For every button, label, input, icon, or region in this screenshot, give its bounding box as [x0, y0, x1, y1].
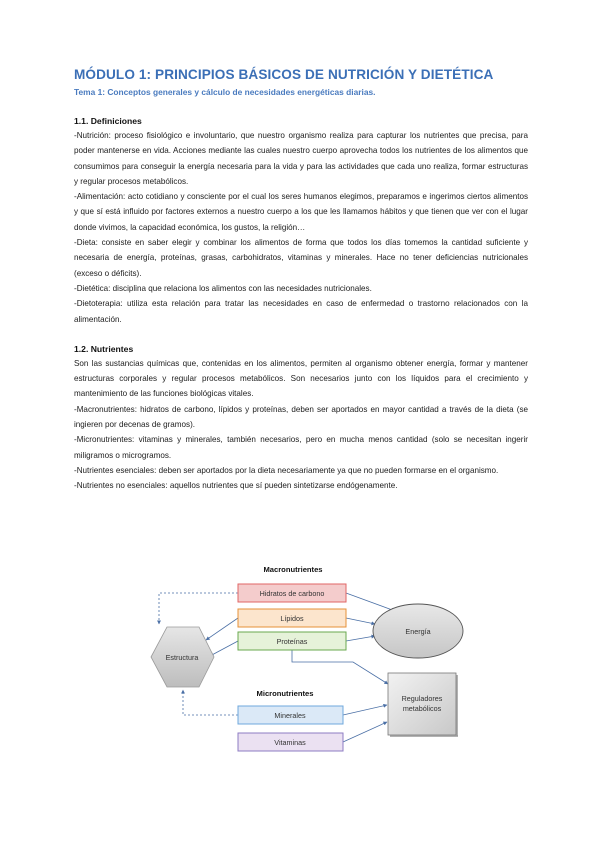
paragraph-no-esenciales: -Nutrientes no esenciales: aquellos nutrientes que sí pueden sintetizarse endógenamente.	[74, 481, 398, 491]
proteinas-to-energia-connector	[346, 636, 375, 641]
hidratos-box	[238, 584, 346, 602]
lipidos-label: Lípidos	[280, 614, 304, 623]
paragraph-micronutrientes: -Micronutrientes: vitaminas y minerales, también necesarios, pero en mucha menos cantidad (solo se necesitan ingerir miligramos o microgramos.	[74, 435, 528, 460]
paragraph-nutrientes-intro: Son las sustancias químicas que, contenidas en los alimentos, permiten al organismo obtener energía, formar y mantener estructuras corporales y regular procesos metabólicos. Son necesarios junto con los líquidos para el crecimiento y mantenimiento de las funciones biológicas vitales.	[74, 358, 528, 399]
lipidos-to-energia-connector	[346, 618, 375, 624]
micronutrientes-label: Micronutrientes	[256, 689, 314, 698]
hidratos-label: Hidratos de carbono	[259, 589, 325, 598]
lipidos-to-estructura-connector	[206, 618, 238, 640]
minerales-box	[238, 706, 343, 724]
document-page	[74, 66, 528, 494]
minerales-to-reguladores-connector	[343, 705, 387, 715]
minerales-to-estructura-connector	[183, 690, 238, 715]
paragraph-macronutrientes: -Macronutrientes: hidratos de carbono, lípidos y proteínas, deben ser aportados en mayor cantidad a través de la dieta (se ingieren por decenas de gramos).	[74, 404, 528, 430]
vitaminas-node	[238, 733, 343, 751]
proteinas-to-reguladores-connector	[292, 650, 388, 684]
hidratos-to-estructura-connector	[159, 593, 238, 624]
proteinas-label: Proteínas	[276, 637, 308, 646]
vitaminas-label: Vitaminas	[274, 738, 306, 747]
reguladores-label-line1: Reguladores	[401, 694, 443, 703]
estructura-node	[151, 627, 214, 687]
reguladores-box	[388, 673, 456, 735]
reguladores-label-line2: metabólicos	[402, 704, 442, 713]
section-heading: 1.2. Nutrientes	[74, 343, 134, 354]
energia-node	[373, 604, 463, 658]
estructura-label: Estructura	[165, 653, 199, 662]
vitaminas-to-reguladores-connector	[343, 722, 387, 742]
hidratos-node	[238, 584, 346, 602]
proteinas-to-estructura-connector	[210, 641, 238, 656]
section-definiciones	[74, 115, 528, 327]
document-title: MÓDULO 1: PRINCIPIOS BÁSICOS DE NUTRICIÓN Y DIETÉTICA	[74, 67, 494, 82]
section-nutrientes	[74, 343, 528, 494]
paragraph-dietetica: -Dietética: disciplina que relaciona los alimentos con las necesidades nutricionales.	[74, 283, 372, 293]
energia-ellipse	[373, 604, 463, 658]
macronutrientes-label: Macronutrientes	[263, 565, 323, 574]
lipidos-box	[238, 609, 346, 627]
document-subtitle: Tema 1: Conceptos generales y cálculo de necesidades energéticas diarias.	[74, 87, 376, 97]
minerales-node	[238, 706, 343, 724]
section-heading: 1.1. Definiciones	[74, 116, 142, 126]
estructura-hexagon	[151, 627, 214, 687]
vitaminas-box	[238, 733, 343, 751]
paragraph-nutricion: -Nutrición: proceso fisiológico e involuntario, que nuestro organismo realiza para capturar los nutrientes que precisa, para poder mantenerse en vida. Acciones mediante las cuales nuestro cuerpo aprovecha todos los nutrientes de los alimentos que consumimos para conseguir la energía necesaria para la vida y para las actividades que cada uno realiza, formar estructuras y regular procesos metabólicos.	[74, 131, 528, 186]
minerales-label: Minerales	[274, 711, 306, 720]
paragraph-esenciales: -Nutrientes esenciales: deben ser aportados por la dieta necesariamente ya que no pueden formarse en el organismo.	[74, 465, 499, 475]
proteinas-node	[238, 632, 346, 650]
energia-label: Energía	[405, 627, 431, 636]
reguladores-node	[388, 673, 458, 736]
hidratos-to-energia-connector	[346, 593, 395, 611]
paragraph-dieta: -Dieta: consiste en saber elegir y combinar los alimentos de forma que todos los días tomemos la cantidad suficiente y necesaria de energía, proteínas, grasas, carbohidratos, vitaminas y minerales. Hace no tener deficiencias nutricionales (exceso o déficits).	[74, 238, 528, 278]
paragraph-alimentacion: -Alimentación: acto cotidiano y consciente por el cual los seres humanos elegimos, preparamos e ingerimos ciertos alimentos y que sí está influido por factores externos a nuestro cuerpo a los que les llamamos hábitos y que tienen que ver con el lugar donde vivimos, la capacidad económica, los gustos, la religión…	[74, 192, 528, 232]
proteinas-box	[238, 632, 346, 650]
paragraph-dietoterapia: -Dietoterapia: utiliza esta relación para tratar las necesidades en caso de enfermedad o trastorno relacionados con la alimentación.	[74, 299, 528, 324]
lipidos-node	[238, 609, 346, 627]
